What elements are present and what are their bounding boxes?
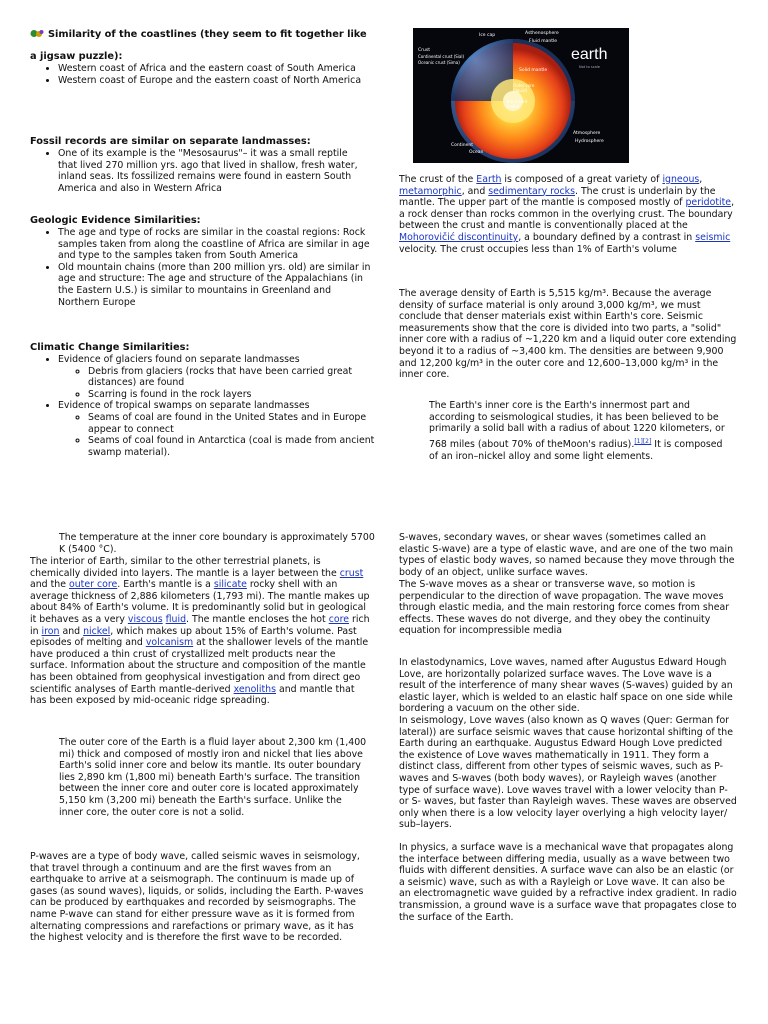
crust-paragraph: The crust of the Earth is composed of a great variety of igneous, metamorphic, and sedimentary rocks. The crust is underlain by the mantle. The upper part of the mantle is composed mostly of peridotite, a rock denser than rocks common in the overlying crust. The boundary between the crust and mantle is conventionally placed at the Mohorovičić discontinuity, a boundary defined by a contrast in seismic velocity. The crust occupies less than 1% of Earth's volume	[399, 174, 735, 255]
link-xenoliths[interactable]: xenoliths	[233, 683, 277, 695]
label-oceanic-crust: Oceanic crust (Sima)	[418, 60, 460, 65]
label-outer-core: Outer core (liquid)	[513, 83, 535, 93]
sub-list	[58, 412, 375, 458]
link-outer-core[interactable]: outer core	[68, 579, 118, 591]
link-silicate[interactable]: silicate	[213, 579, 247, 591]
surface-wave-paragraph: In physics, a surface wave is a mechanical wave that propagates along the interface between differing media, usually as a wave between two fluids with different densities. A surface wave can also be an elastic (or a seismic) wave, such as with a Rayleigh or Love wave. It can also be an electromagnetic wave guided by a refractive index gradient. In radio transmission, a ground wave is a surface wave that propagates close to the surface of the Earth.	[399, 842, 737, 923]
outer-core-paragraph: The outer core of the Earth is a fluid layer about 2,300 km (1,400 mi) thick and composed of mostly iron and nickel that lies above Earth's solid inner core and below its mantle. Its outer boundary lies 2,890 km (1,800 mi) beneath Earth's surface. The transition between the inner core and outer core is located approximately 5,150 km (3,200 mi) beneath the Earth's surface. Unlike the inner core, the outer core is not a solid.	[59, 737, 367, 818]
list-item: ◦ Seams of coal found in Antarctica (coal is made from ancient swamp material).	[88, 435, 375, 458]
link-viscous[interactable]: viscous	[127, 613, 163, 625]
label-asthenosphere: Asthenosphere	[525, 31, 559, 36]
climatic-list	[30, 354, 375, 458]
label-scale: Not to scale	[579, 65, 600, 69]
label-crust: Crust	[418, 48, 430, 53]
list-item: ◦ Scarring is found in the rock layers	[88, 389, 375, 401]
list-item: • Western coast of Europe and the eastern coast of North America	[58, 75, 375, 87]
link-mohorovicic[interactable]: Mohorovičić discontinuity	[399, 231, 519, 243]
fossil-heading: Fossil records are similar on separate landmasses:	[30, 136, 311, 147]
logo-icon	[30, 29, 44, 38]
geologic-list	[30, 227, 375, 308]
temperature-paragraph: The temperature at the inner core boundary is approximately 5700 K (5400 °C).	[59, 532, 375, 555]
fossil-section	[30, 136, 375, 194]
label-fluid-mantle: Fluid mantle	[529, 39, 558, 44]
mantle-paragraph: The interior of Earth, similar to the other terrestrial planets, is chemically divided into layers. The mantle is a layer between the crust and the outer core. Earth's mantle is a silicate rocky shell with an average thickness of 2,886 kilometers (1,793 mi). The mantle makes up about 84% of Earth's volume. It is predominantly solid but in geological it behaves as a very viscous fluid. The mantle encloses the hot core rich in iron and nickel, which makes up about 15% of Earth's volume. Past episodes of melting and volcanism at the shallower levels of the mantle have produced a thin crust of crystallized melt products near the surface. Information about the structure and composition of the mantle has been obtained from geophysical investigation and from direct geo scientific analyses of Earth mantle-derived xenoliths and mantle that has been exposed by mid-oceanic ridge spreading.	[30, 556, 370, 707]
list-item: • Evidence of glaciers found on separate landmasses ◦ Debris from glaciers (rocks that have been carried great distances) are found ◦ Scarring is found in the rock layers	[58, 354, 375, 400]
climatic-section	[30, 342, 375, 458]
label-ocean: Ocean	[469, 150, 484, 155]
list-item: ◦ Debris from glaciers (rocks that have been carried great distances) are found	[88, 366, 375, 389]
list-item: • The age and type of rocks are similar in the coastal regions: Rock samples taken from along the coastline of Africa are similar in age and type to the samples taken from South America	[58, 227, 375, 262]
link-igneous[interactable]: igneous	[662, 174, 700, 185]
label-continent: Continent	[451, 143, 473, 148]
citation-link[interactable]: [1][2]	[634, 437, 652, 445]
geologic-section	[30, 215, 375, 308]
link-iron[interactable]: iron	[41, 625, 60, 637]
label-inner-core: Inner core (solid)	[507, 99, 528, 109]
love-waves-paragraph: In elastodynamics, Love waves, named after Augustus Edward Hough Love, are horizontally polarized surface waves. The Love wave is a result of the interference of many shear waves (S-waves) guided by an elastic layer, which is welded to an elastic half space on one side while bordering a vacuum on the other side.	[399, 657, 733, 715]
coastlines-section	[30, 29, 375, 86]
pwaves-paragraph: P-waves are a type of body wave, called seismic waves in seismology, that travel through a continuum and are the first waves from an earthquake to arrive at a seismograph. The continuum is made up of gases (as sound waves), liquids, or solids, including the Earth. P-waves can be produced by earthquakes and recorded by seismographs. The name P-wave can stand for either pressure wave as it is formed from alternating compressions and rarefactions or primary wave, as it has the highest velocity and is therefore the first wave to be recorded.	[30, 851, 364, 944]
swaves-paragraph: S-waves, secondary waves, or shear waves (sometimes called an elastic S-wave) are a type of elastic wave, and are one of the two main types of elastic body waves, so named because they move through the body of an object, unlike surface waves.	[399, 532, 735, 578]
earth-title: earth	[571, 46, 608, 63]
label-continental-crust: Continental crust (Sial)	[418, 54, 465, 59]
list-item: • Old mountain chains (more than 200 million yrs. old) are similar in age and structure: The age and structure of the Appalachians (in the Eastern U.S.) is similar to mountains in Greenland and Northern Europe	[58, 262, 375, 308]
list-item: • Evidence of tropical swamps on separate landmasses ◦ Seams of coal are found in the United States and in Europe appear to connect ◦ Seams of coal found in Antarctica (coal is made from ancient swamp material).	[58, 400, 375, 458]
list-item: • Western coast of Africa and the eastern coast of South America	[58, 63, 375, 75]
label-atmosphere: Atmosphere	[573, 131, 601, 136]
climatic-heading: Climatic Change Similarities:	[30, 342, 190, 353]
coastlines-list	[30, 63, 375, 86]
sub-list	[58, 366, 375, 401]
coastlines-heading-cont: a jigsaw puzzle):	[30, 51, 123, 62]
label-ice-cap: Ice cap	[479, 33, 496, 38]
link-core[interactable]: core	[328, 613, 350, 625]
coastlines-heading: Similarity of the coastlines (they seem to fit together like	[30, 29, 375, 41]
label-solid-mantle: Solid mantle	[519, 68, 548, 73]
list-item: • One of its example is the "Mesosaurus"– it was a small reptile that lived 270 million yrs. ago that lived in shallow, fresh water, inland seas. Its fossilized remains were found in eastern South America and also in Western Africa	[58, 148, 365, 194]
link-peridotite[interactable]: peridotite	[685, 197, 732, 209]
list-item: ◦ Seams of coal are found in the United States and in Europe appear to connect	[88, 412, 375, 435]
love-waves-seismology-paragraph: In seismology, Love waves (also known as Q waves (Quer: German for lateral)) are surface seismic waves that cause horizontal shifting of the Earth during an earthquake. Augustus Edward Hough Love predicted the existence of Love waves mathematically in 1911. They form a distinct class, different from other types of seismic waves, such as P-waves and S-waves (both body waves), or Rayleigh waves (another type of surface wave). Love waves travel with a lower velocity than P- or S- waves, but faster than Rayleigh waves. These waves are observed only when there is a low velocity layer overlying a high velocity layer/ sub–layers.	[399, 715, 737, 831]
link-metamorphic[interactable]: metamorphic	[399, 185, 462, 197]
geologic-heading: Geologic Evidence Similarities:	[30, 215, 201, 226]
swaves-paragraph-2: The S-wave moves as a shear or transverse wave, so motion is perpendicular to the direction of wave propagation. The wave moves through elastic media, and the main restoring force comes from shear effects. These waves do not diverge, and they obey the continuity equation for incompressible media	[399, 579, 730, 637]
link-fluid[interactable]: fluid	[165, 613, 187, 625]
fossil-list	[30, 148, 375, 194]
link-seismic[interactable]: seismic	[695, 231, 731, 243]
earth-layers-image	[413, 28, 629, 163]
link-sedimentary-rocks[interactable]: sedimentary rocks	[488, 185, 575, 197]
link-crust[interactable]: crust	[339, 567, 364, 579]
inner-core-paragraph: The Earth's inner core is the Earth's innermost part and according to seismological studies, it has been believed to be primarily a solid ball with a radius of about 1220 kilometers, or 768 miles (about 70% of theMoon's radius).[1][2] It is composed of an iron–nickel alloy and some light elements.	[429, 400, 725, 462]
link-nickel[interactable]: nickel	[83, 625, 111, 637]
link-earth[interactable]: Earth	[476, 174, 502, 185]
label-hydrosphere: Hydrosphere	[575, 139, 604, 144]
density-paragraph: The average density of Earth is 5,515 kg/m³. Because the average density of surface material is only around 3,000 kg/m³, we must conclude that denser materials exist within Earth's core. Seismic measurements show that the core is divided into two parts, a "solid" inner core with a radius of ~1,220 km and a liquid outer core extending beyond it to a radius of ~3,400 km. The densities are between 9,900 and 12,200 kg/m³ in the outer core and 12,600–13,000 kg/m³ in the inner core.	[399, 288, 737, 381]
link-volcanism[interactable]: volcanism	[145, 637, 194, 649]
